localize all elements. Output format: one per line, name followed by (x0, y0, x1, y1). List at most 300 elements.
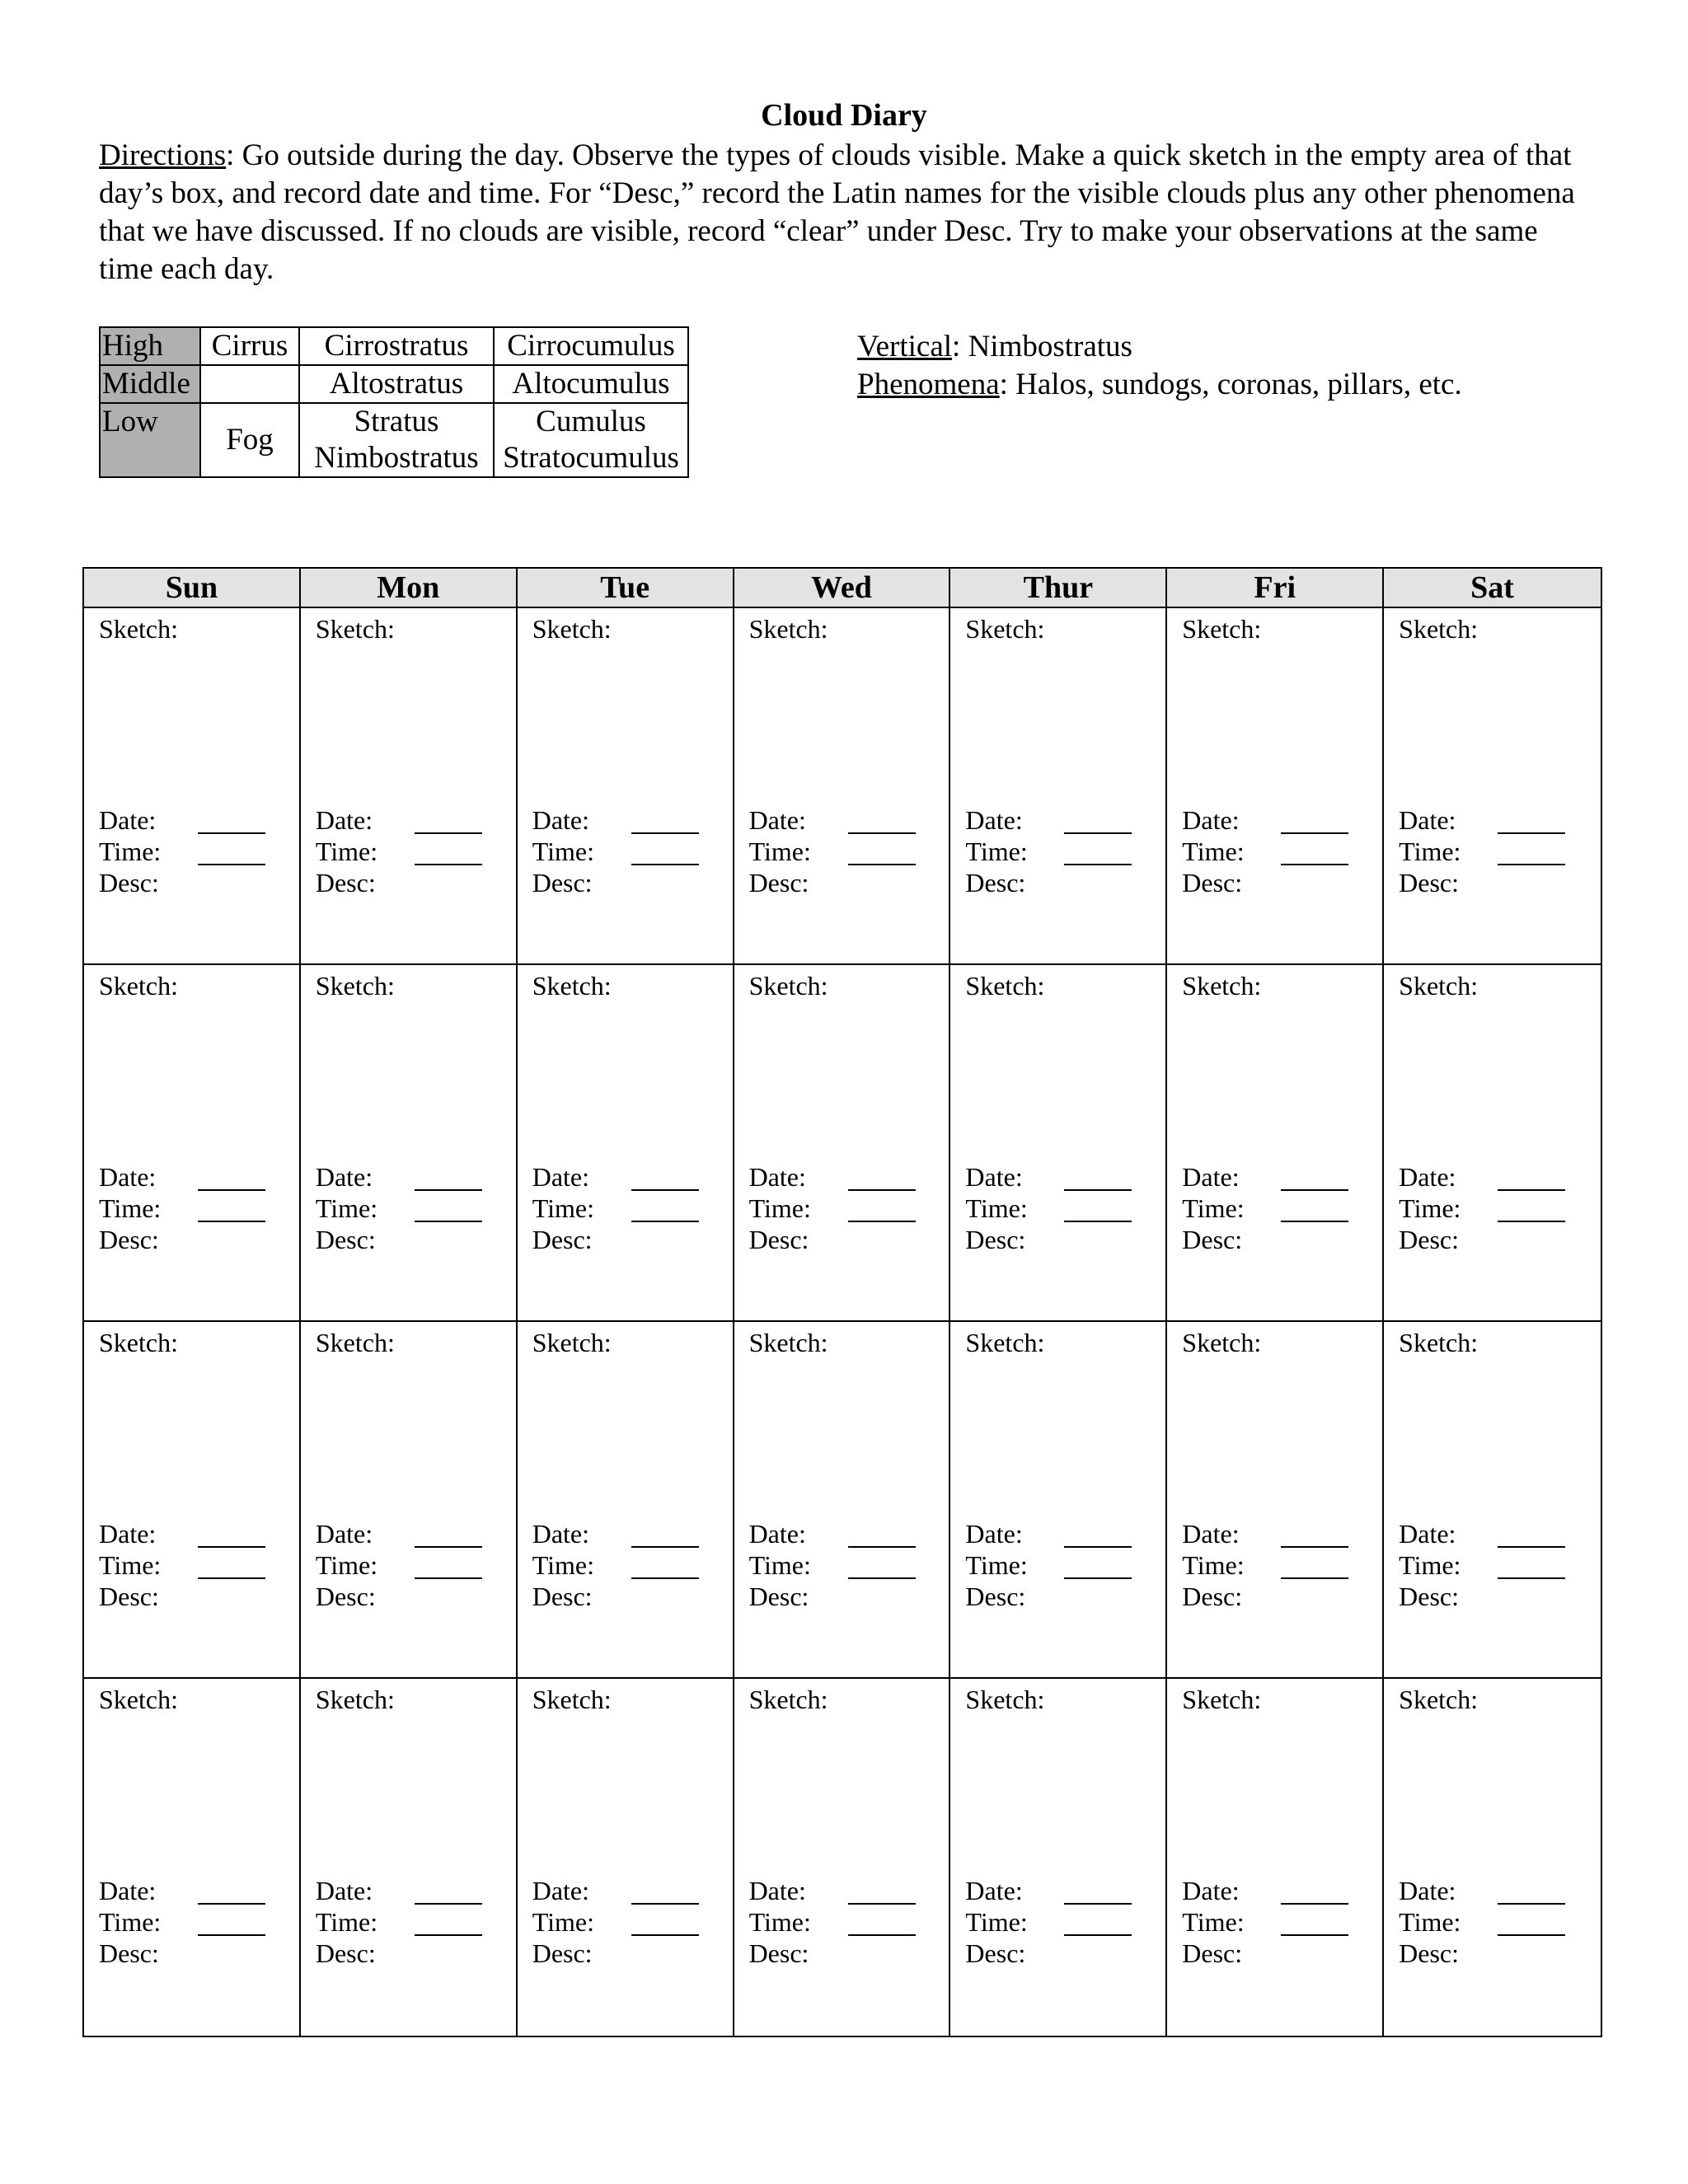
time-line[interactable] (1281, 1559, 1348, 1579)
desc-label: Desc: (315, 1938, 376, 1968)
date-field[interactable] (99, 1875, 280, 1906)
desc-field[interactable] (99, 1938, 280, 1969)
time-label: Time: (748, 1550, 811, 1580)
desc-field[interactable] (749, 1581, 931, 1612)
desc-field[interactable] (316, 1224, 497, 1255)
time-line[interactable] (1498, 1916, 1565, 1936)
date-field[interactable] (749, 1161, 931, 1193)
desc-field[interactable] (532, 867, 714, 898)
cloud-type-text: Stratocumulus (503, 441, 679, 475)
time-field[interactable] (532, 1549, 714, 1581)
cell-fields (749, 1518, 931, 1612)
cell-fields (1182, 1161, 1363, 1255)
time-line[interactable] (415, 1559, 482, 1579)
date-label: Date: (315, 1876, 373, 1905)
day-cell[interactable] (518, 965, 734, 1322)
date-line[interactable] (1498, 1528, 1565, 1548)
date-line[interactable] (1064, 1528, 1132, 1548)
cell-fields (316, 804, 497, 898)
time-line[interactable] (1064, 846, 1132, 865)
day-header: Fri (1167, 569, 1384, 608)
date-line[interactable] (631, 1528, 699, 1548)
date-field[interactable] (532, 1161, 714, 1193)
date-field[interactable] (99, 1518, 280, 1549)
time-line[interactable] (848, 846, 916, 865)
cloud-row-low (100, 403, 688, 477)
desc-label: Desc: (532, 1938, 593, 1968)
time-field[interactable] (316, 1193, 497, 1224)
time-label: Time: (748, 1907, 811, 1937)
date-label: Date: (315, 805, 373, 835)
cell-fields (99, 1518, 280, 1612)
desc-label: Desc: (532, 1582, 593, 1611)
time-field[interactable] (749, 1193, 931, 1224)
day-cell[interactable] (518, 1322, 734, 1679)
sketch-label: Sketch: (315, 971, 395, 1001)
date-line[interactable] (848, 814, 916, 834)
time-label: Time: (1182, 1907, 1245, 1937)
day-cell[interactable] (950, 1322, 1167, 1679)
desc-label: Desc: (1182, 868, 1243, 898)
cell-fields (965, 1518, 1146, 1612)
date-line[interactable] (631, 1885, 699, 1905)
cloud-type-text: Nimbostratus (314, 441, 479, 475)
cloud-type-cell (494, 403, 688, 477)
desc-field[interactable] (532, 1938, 714, 1969)
desc-field[interactable] (1399, 1938, 1580, 1969)
time-field[interactable] (1182, 1549, 1363, 1581)
date-line[interactable] (415, 814, 482, 834)
vertical-value: : Nimbostratus (952, 330, 1132, 363)
cloud-row-middle (100, 365, 688, 403)
desc-label: Desc: (1399, 1582, 1459, 1611)
cloud-type-text: Stratus (354, 405, 439, 438)
date-field[interactable] (316, 1875, 497, 1906)
time-field[interactable] (532, 1906, 714, 1938)
time-line[interactable] (198, 1559, 265, 1579)
sketch-label: Sketch: (532, 614, 612, 644)
time-field[interactable] (316, 1906, 497, 1938)
date-field[interactable] (965, 1161, 1146, 1193)
day-cell[interactable] (301, 608, 518, 965)
time-line[interactable] (631, 1202, 699, 1222)
date-label: Date: (315, 1162, 373, 1192)
day-cell[interactable] (950, 608, 1167, 965)
time-line[interactable] (631, 846, 699, 865)
date-label: Date: (1399, 805, 1456, 835)
desc-field[interactable] (1399, 1224, 1580, 1255)
time-label: Time: (315, 1193, 378, 1223)
sketch-label: Sketch: (1182, 1685, 1262, 1714)
day-cell[interactable] (1167, 608, 1384, 965)
desc-label: Desc: (315, 868, 376, 898)
time-field[interactable] (1399, 836, 1580, 867)
sketch-label: Sketch: (532, 1685, 612, 1714)
cell-fields (99, 804, 280, 898)
time-line[interactable] (198, 846, 265, 865)
date-label: Date: (748, 1876, 806, 1905)
cell-fields (965, 804, 1146, 898)
day-header: Sat (1384, 569, 1601, 608)
date-field[interactable] (532, 1875, 714, 1906)
day-cell[interactable] (84, 608, 301, 965)
day-cell[interactable] (518, 1679, 734, 2036)
date-label: Date: (1399, 1519, 1456, 1549)
desc-field[interactable] (749, 867, 931, 898)
diary-calendar-grid (82, 567, 1602, 2037)
date-line[interactable] (198, 1171, 265, 1191)
sketch-label: Sketch: (1399, 1328, 1479, 1357)
cloud-type-text: Cumulus (536, 405, 646, 438)
desc-field[interactable] (1182, 867, 1363, 898)
desc-label: Desc: (1182, 1582, 1243, 1611)
time-line[interactable] (631, 1559, 699, 1579)
time-field[interactable] (99, 1549, 280, 1581)
desc-field[interactable] (1182, 1938, 1363, 1969)
cell-fields (1399, 804, 1580, 898)
cell-fields (1182, 1875, 1363, 1969)
date-field[interactable] (1182, 1518, 1363, 1549)
directions-label: Directions (99, 138, 227, 172)
time-field[interactable] (749, 1549, 931, 1581)
cell-fields (532, 1161, 714, 1255)
day-cell[interactable] (1167, 1322, 1384, 1679)
desc-field[interactable] (99, 1224, 280, 1255)
date-field[interactable] (965, 804, 1146, 836)
time-field[interactable] (965, 1193, 1146, 1224)
time-line[interactable] (1064, 1559, 1132, 1579)
desc-field[interactable] (1182, 1581, 1363, 1612)
desc-label: Desc: (965, 1225, 1026, 1254)
sketch-label: Sketch: (748, 971, 828, 1001)
desc-field[interactable] (1399, 867, 1580, 898)
date-line[interactable] (1064, 1885, 1132, 1905)
time-label: Time: (99, 1907, 162, 1937)
time-line[interactable] (848, 1202, 916, 1222)
time-field[interactable] (99, 836, 280, 867)
time-label: Time: (1182, 1550, 1245, 1580)
desc-label: Desc: (99, 1225, 159, 1254)
date-line[interactable] (415, 1528, 482, 1548)
cell-fields (965, 1875, 1146, 1969)
time-label: Time: (99, 1193, 162, 1223)
date-field[interactable] (99, 1161, 280, 1193)
sketch-label: Sketch: (1182, 1328, 1262, 1357)
date-field[interactable] (749, 1875, 931, 1906)
day-cell[interactable] (84, 965, 301, 1322)
time-field[interactable] (316, 1549, 497, 1581)
date-field[interactable] (99, 804, 280, 836)
time-field[interactable] (532, 1193, 714, 1224)
date-line[interactable] (1281, 814, 1348, 834)
time-field[interactable] (1182, 836, 1363, 867)
date-line[interactable] (415, 1171, 482, 1191)
desc-field[interactable] (1182, 1224, 1363, 1255)
desc-field[interactable] (316, 1581, 497, 1612)
desc-field[interactable] (749, 1938, 931, 1969)
day-cell[interactable] (1167, 965, 1384, 1322)
cell-fields (316, 1161, 497, 1255)
date-field[interactable] (316, 1161, 497, 1193)
date-field[interactable] (965, 1875, 1146, 1906)
date-label: Date: (1182, 805, 1240, 835)
date-line[interactable] (848, 1528, 916, 1548)
time-field[interactable] (965, 1906, 1146, 1938)
time-line[interactable] (1498, 1559, 1565, 1579)
directions-paragraph (99, 137, 1599, 288)
time-line[interactable] (1281, 846, 1348, 865)
day-cell[interactable] (301, 1322, 518, 1679)
time-line[interactable] (415, 846, 482, 865)
day-cell[interactable] (1167, 1679, 1384, 2036)
sketch-label: Sketch: (748, 1328, 828, 1357)
day-header: Mon (301, 569, 518, 608)
date-line[interactable] (1281, 1528, 1348, 1548)
cell-fields (316, 1518, 497, 1612)
time-label: Time: (1182, 837, 1245, 866)
level-label: Low (100, 403, 200, 477)
day-cell[interactable] (301, 1679, 518, 2036)
desc-label: Desc: (1399, 868, 1459, 898)
desc-label: Desc: (1182, 1938, 1243, 1968)
time-line[interactable] (415, 1202, 482, 1222)
date-field[interactable] (1399, 1518, 1580, 1549)
time-line[interactable] (631, 1916, 699, 1936)
date-label: Date: (532, 1162, 589, 1192)
extra-notes (857, 328, 1462, 404)
date-field[interactable] (1182, 1161, 1363, 1193)
date-field[interactable] (749, 804, 931, 836)
sketch-label: Sketch: (965, 614, 1045, 644)
phenomena-label: Phenomena (857, 368, 1000, 401)
cell-fields (532, 1518, 714, 1612)
desc-label: Desc: (532, 1225, 593, 1254)
date-field[interactable] (1399, 804, 1580, 836)
time-field[interactable] (1399, 1906, 1580, 1938)
desc-label: Desc: (532, 868, 593, 898)
time-line[interactable] (1064, 1202, 1132, 1222)
desc-label: Desc: (748, 1938, 809, 1968)
desc-label: Desc: (748, 1582, 809, 1611)
sketch-label: Sketch: (1399, 971, 1479, 1001)
date-label: Date: (965, 1162, 1023, 1192)
date-field[interactable] (1182, 1875, 1363, 1906)
time-field[interactable] (1182, 1193, 1363, 1224)
cloud-type-cell: Cirrus (200, 327, 299, 365)
day-cell[interactable] (734, 608, 951, 965)
date-field[interactable] (1399, 1875, 1580, 1906)
phenomena-note (857, 366, 1462, 404)
day-cell[interactable] (1384, 608, 1601, 965)
date-line[interactable] (631, 1171, 699, 1191)
date-line[interactable] (631, 814, 699, 834)
sketch-label: Sketch: (965, 1685, 1045, 1714)
day-cell[interactable] (518, 608, 734, 965)
day-cell[interactable] (84, 1322, 301, 1679)
date-line[interactable] (1064, 1171, 1132, 1191)
cloud-type-cell (299, 403, 494, 477)
time-field[interactable] (749, 1906, 931, 1938)
desc-field[interactable] (316, 1938, 497, 1969)
desc-label: Desc: (965, 868, 1026, 898)
time-line[interactable] (1281, 1202, 1348, 1222)
day-cell[interactable] (301, 965, 518, 1322)
day-cell[interactable] (734, 1679, 951, 2036)
time-line[interactable] (1498, 1202, 1565, 1222)
sketch-label: Sketch: (965, 971, 1045, 1001)
date-field[interactable] (1182, 804, 1363, 836)
date-line[interactable] (1498, 814, 1565, 834)
cloud-type-cell: Altocumulus (494, 365, 688, 403)
day-cell[interactable] (84, 1679, 301, 2036)
date-label: Date: (99, 1876, 157, 1905)
date-line[interactable] (1064, 814, 1132, 834)
time-field[interactable] (965, 836, 1146, 867)
date-label: Date: (965, 1876, 1023, 1905)
time-field[interactable] (532, 836, 714, 867)
date-line[interactable] (1281, 1171, 1348, 1191)
cell-fields (1182, 1518, 1363, 1612)
date-label: Date: (1182, 1162, 1240, 1192)
desc-field[interactable] (99, 1581, 280, 1612)
cloud-type-cell: Altostratus (299, 365, 494, 403)
cloud-types-table (99, 326, 689, 478)
time-label: Time: (1399, 837, 1461, 866)
time-line[interactable] (848, 1559, 916, 1579)
day-header: Wed (734, 569, 951, 608)
day-header: Sun (84, 569, 301, 608)
date-label: Date: (748, 1162, 806, 1192)
date-label: Date: (965, 1519, 1023, 1549)
cloud-type-cell: Cirrostratus (299, 327, 494, 365)
time-label: Time: (99, 1550, 162, 1580)
day-cell[interactable] (950, 1679, 1167, 2036)
date-field[interactable] (965, 1518, 1146, 1549)
date-field[interactable] (749, 1518, 931, 1549)
sketch-label: Sketch: (99, 1685, 178, 1714)
desc-field[interactable] (965, 1581, 1146, 1612)
cell-fields (99, 1161, 280, 1255)
time-line[interactable] (415, 1916, 482, 1936)
date-line[interactable] (198, 1885, 265, 1905)
sketch-label: Sketch: (532, 971, 612, 1001)
date-line[interactable] (1498, 1885, 1565, 1905)
time-field[interactable] (965, 1549, 1146, 1581)
time-label: Time: (748, 1193, 811, 1223)
time-line[interactable] (1498, 846, 1565, 865)
sketch-label: Sketch: (1399, 614, 1479, 644)
cloud-type-cell (200, 365, 299, 403)
time-label: Time: (315, 1907, 378, 1937)
cloud-type-text: Fog (226, 423, 274, 457)
date-line[interactable] (415, 1885, 482, 1905)
time-field[interactable] (1399, 1549, 1580, 1581)
time-field[interactable] (1182, 1906, 1363, 1938)
cell-fields (749, 1875, 931, 1969)
cloud-type-cell: Cirrocumulus (494, 327, 688, 365)
sketch-label: Sketch: (315, 1328, 395, 1357)
day-cell[interactable] (734, 965, 951, 1322)
cell-fields (749, 1161, 931, 1255)
day-cell[interactable] (734, 1322, 951, 1679)
desc-field[interactable] (532, 1581, 714, 1612)
time-label: Time: (315, 1550, 378, 1580)
directions-text: : Go outside during the day. Observe the types of clouds visible. Make a quick sketch in the empty area of that day’s box, and record date and time. For “Desc,” record the Latin names for the visible clouds plus any other phenomena that we have discussed. If no clouds are visible, record “clear” under Desc. Try to make your observations at the same time each day. (99, 138, 1575, 286)
time-field[interactable] (316, 836, 497, 867)
desc-label: Desc: (1399, 1225, 1459, 1254)
sketch-label: Sketch: (99, 1328, 178, 1357)
desc-label: Desc: (748, 1225, 809, 1254)
date-label: Date: (532, 1876, 589, 1905)
desc-field[interactable] (532, 1224, 714, 1255)
day-header: Tue (518, 569, 734, 608)
desc-field[interactable] (965, 1224, 1146, 1255)
time-line[interactable] (198, 1916, 265, 1936)
cell-fields (532, 804, 714, 898)
date-label: Date: (99, 1519, 157, 1549)
day-header: Thur (950, 569, 1167, 608)
sketch-label: Sketch: (1399, 1685, 1479, 1714)
time-label: Time: (965, 1193, 1028, 1223)
time-line[interactable] (1064, 1916, 1132, 1936)
time-field[interactable] (99, 1193, 280, 1224)
date-line[interactable] (848, 1885, 916, 1905)
date-label: Date: (532, 805, 589, 835)
time-label: Time: (532, 1550, 594, 1580)
desc-field[interactable] (99, 867, 280, 898)
date-label: Date: (965, 805, 1023, 835)
day-cell[interactable] (1384, 1679, 1601, 2036)
day-cell[interactable] (1384, 965, 1601, 1322)
time-label: Time: (965, 837, 1028, 866)
date-field[interactable] (532, 1518, 714, 1549)
cell-fields (749, 804, 931, 898)
time-line[interactable] (848, 1916, 916, 1936)
time-field[interactable] (1399, 1193, 1580, 1224)
cell-fields (1399, 1161, 1580, 1255)
date-label: Date: (1182, 1876, 1240, 1905)
desc-field[interactable] (965, 867, 1146, 898)
desc-field[interactable] (316, 867, 497, 898)
desc-field[interactable] (1399, 1581, 1580, 1612)
desc-field[interactable] (965, 1938, 1146, 1969)
time-line[interactable] (198, 1202, 265, 1222)
cell-fields (1182, 804, 1363, 898)
day-cell[interactable] (1384, 1322, 1601, 1679)
day-cell[interactable] (950, 965, 1167, 1322)
date-field[interactable] (316, 804, 497, 836)
date-line[interactable] (1281, 1885, 1348, 1905)
date-line[interactable] (848, 1171, 916, 1191)
time-field[interactable] (749, 836, 931, 867)
date-field[interactable] (1399, 1161, 1580, 1193)
vertical-note (857, 328, 1462, 366)
date-field[interactable] (532, 804, 714, 836)
desc-field[interactable] (749, 1224, 931, 1255)
date-line[interactable] (198, 1528, 265, 1548)
cloud-row-high (100, 327, 688, 365)
sketch-label: Sketch: (532, 1328, 612, 1357)
date-line[interactable] (1498, 1171, 1565, 1191)
level-label: Middle (100, 365, 200, 403)
date-label: Date: (532, 1519, 589, 1549)
time-line[interactable] (1281, 1916, 1348, 1936)
time-field[interactable] (99, 1906, 280, 1938)
time-label: Time: (1399, 1907, 1461, 1937)
date-field[interactable] (316, 1518, 497, 1549)
time-label: Time: (1182, 1193, 1245, 1223)
date-line[interactable] (198, 814, 265, 834)
